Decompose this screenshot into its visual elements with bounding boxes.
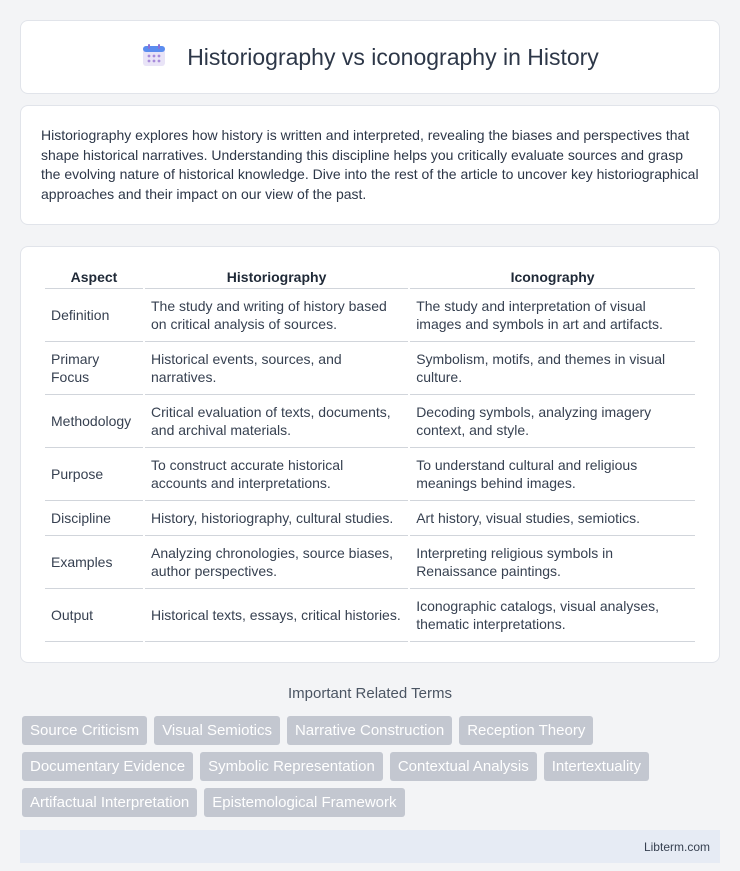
- table-row: [45, 501, 695, 536]
- row-historiography: Historical texts, essays, critical histories.: [145, 589, 408, 642]
- term-tag[interactable]: Artifactual Interpretation: [22, 788, 197, 817]
- row-aspect: Examples: [45, 536, 143, 589]
- related-terms-list: [22, 716, 720, 817]
- term-tag[interactable]: Visual Semiotics: [154, 716, 280, 745]
- row-aspect: Discipline: [45, 501, 143, 536]
- row-iconography: Symbolism, motifs, and themes in visual culture.: [410, 342, 695, 395]
- calendar-icon: [141, 42, 167, 73]
- term-tag[interactable]: Symbolic Representation: [200, 752, 383, 781]
- table-row: [45, 536, 695, 589]
- row-aspect: Definition: [45, 289, 143, 342]
- row-historiography: Analyzing chronologies, source biases, author perspectives.: [145, 536, 408, 589]
- row-iconography: Interpreting religious symbols in Renaissance paintings.: [410, 536, 695, 589]
- row-historiography: Critical evaluation of texts, documents, and archival materials.: [145, 395, 408, 448]
- table-row: [45, 342, 695, 395]
- term-tag[interactable]: Contextual Analysis: [390, 752, 537, 781]
- row-historiography: To construct accurate historical accounts and interpretations.: [145, 448, 408, 501]
- row-iconography: Iconographic catalogs, visual analyses, thematic interpretations.: [410, 589, 695, 642]
- term-tag[interactable]: Intertextuality: [544, 752, 649, 781]
- header-aspect: Aspect: [45, 267, 143, 289]
- row-historiography: History, historiography, cultural studies.: [145, 501, 408, 536]
- term-tag[interactable]: Source Criticism: [22, 716, 147, 745]
- row-iconography: Decoding symbols, analyzing imagery context, and style.: [410, 395, 695, 448]
- table-row: [45, 448, 695, 501]
- term-tag[interactable]: Epistemological Framework: [204, 788, 404, 817]
- table-row: [45, 289, 695, 342]
- row-aspect: Purpose: [45, 448, 143, 501]
- comparison-table: [43, 267, 697, 642]
- intro-text: Historiography explores how history is written and interpreted, revealing the biases and perspectives that shape historical narratives. Understanding this discipline helps you critically evaluate sources and grasp the evolving nature of historical knowledge. Dive into the rest of the article to uncover key historiographical approaches and their impact on our view of the past.: [41, 127, 699, 202]
- row-aspect: Methodology: [45, 395, 143, 448]
- row-aspect: Primary Focus: [45, 342, 143, 395]
- table-header-row: [45, 267, 695, 289]
- row-historiography: Historical events, sources, and narratives.: [145, 342, 408, 395]
- related-terms-title: Important Related Terms: [288, 685, 452, 702]
- term-tag[interactable]: Documentary Evidence: [22, 752, 193, 781]
- table-row: [45, 589, 695, 642]
- table-row: [45, 395, 695, 448]
- footer: [20, 830, 720, 863]
- comparison-card: [20, 246, 720, 663]
- header-iconography: Iconography: [410, 267, 695, 289]
- term-tag[interactable]: Reception Theory: [459, 716, 593, 745]
- row-iconography: The study and interpretation of visual images and symbols in art and artifacts.: [410, 289, 695, 342]
- term-tag[interactable]: Narrative Construction: [287, 716, 452, 745]
- intro-card: [20, 105, 720, 225]
- page-title: Historiography vs iconography in History: [187, 43, 599, 70]
- row-historiography: The study and writing of history based on critical analysis of sources.: [145, 289, 408, 342]
- header-historiography: Historiography: [145, 267, 408, 289]
- row-iconography: To understand cultural and religious meanings behind images.: [410, 448, 695, 501]
- row-iconography: Art history, visual studies, semiotics.: [410, 501, 695, 536]
- footer-site-link[interactable]: Libterm.com: [643, 839, 710, 854]
- title-card: [20, 20, 720, 94]
- row-aspect: Output: [45, 589, 143, 642]
